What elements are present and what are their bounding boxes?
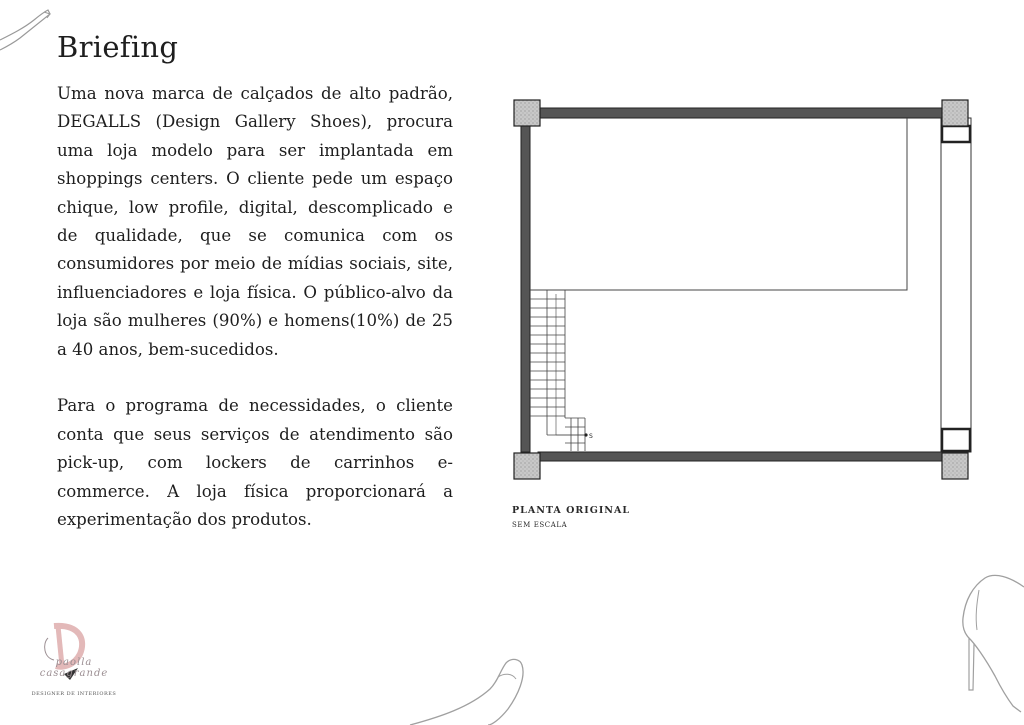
column-top-right [942,100,968,126]
briefing-text [57,80,453,534]
plan-caption: PLANTA ORIGINAL [512,505,631,516]
column-bottom-right [942,453,968,479]
logo-name: paolla casagrande [39,657,109,679]
stair-arrow-dot [584,433,587,436]
page-title: Briefing [57,30,179,64]
logo-tagline: DESIGNER DE INTERIORES [31,691,117,697]
shoe-sketch-bottom [400,655,530,725]
high-heel-sketch [955,572,1024,722]
wall-bottom [538,452,944,461]
shoe-sketch-top-left [0,0,60,60]
plan-subcaption: SEM ESCALA [512,521,568,529]
floor-plan [500,90,980,490]
column-top-left [514,100,540,126]
wall-top [538,108,944,118]
wall-left [521,118,530,452]
facade-right [941,118,971,452]
staircase [530,290,585,451]
mezzanine-outline [530,118,907,290]
stair-mark: S [589,433,593,440]
facade-door-bottom [942,429,970,451]
facade-door-top [942,126,970,142]
column-bottom-left [514,453,540,479]
briefing-paragraph-2: Para o programa de necessidades, o cliente conta que seus serviços de atendimento são pick-up, com lockers de carrinhos e-commerce. A loja física proporcionará a experimentação dos produtos. [57,396,453,530]
briefing-paragraph-1: Uma nova marca de calçados de alto padrão, DEGALLS (Design Gallery Shoes), procura uma loja modelo para ser implantada em shoppings centers. O cliente pede um espaço chique, low profile, digital, descomplicado e de qualidade, que se comunica com os consumidores por meio de mídias sociais, site, influenciadores e loja física. O público-alvo da loja são mulheres (90%) e homens(10%) de 25 a 40 anos, bem-sucedidos. [57,84,453,359]
